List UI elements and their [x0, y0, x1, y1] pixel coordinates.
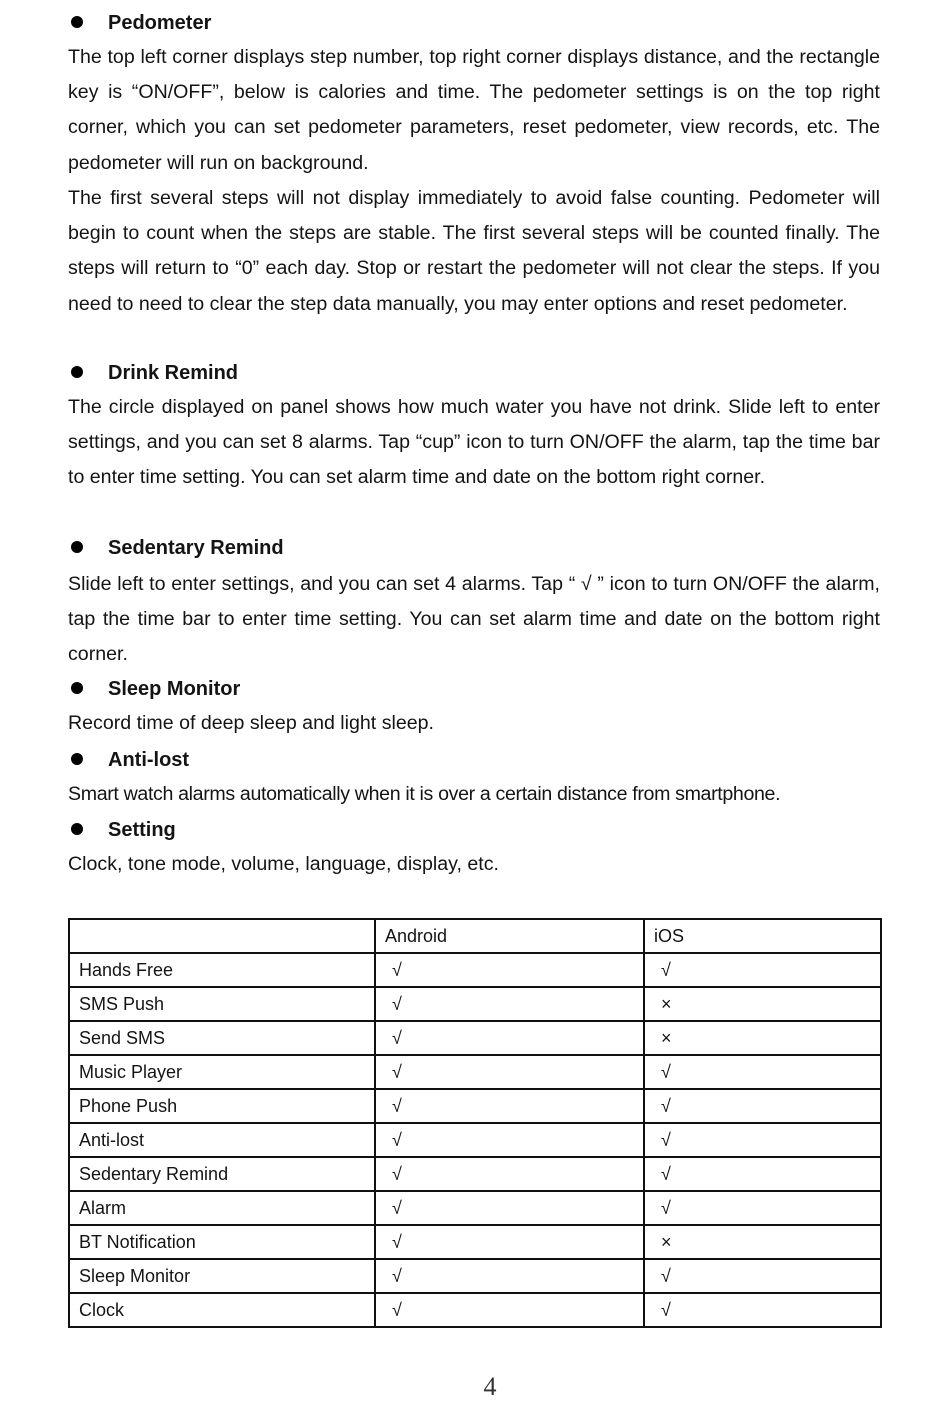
ios-support-cell — [644, 1055, 881, 1089]
support-mark: × — [661, 1027, 672, 1048]
page-number: 4 — [483, 1372, 497, 1401]
ios-support-cell — [644, 1157, 881, 1191]
heading-text: Pedometer — [108, 12, 212, 34]
heading-text: Anti-lost — [108, 749, 190, 771]
header-cell-ios: iOS — [644, 919, 881, 953]
feature-name-cell: Sedentary Remind — [69, 1157, 375, 1191]
table-row — [69, 987, 881, 1021]
table-row — [69, 1157, 881, 1191]
support-mark: √ — [392, 1197, 402, 1218]
feature-name-cell: Anti-lost — [69, 1123, 375, 1157]
support-mark: √ — [392, 993, 402, 1014]
support-mark: √ — [392, 1231, 402, 1252]
paragraph: The circle displayed on panel shows how much water you have not drink. Slide left to enter settings, and you can set 8 alarms. Tap “cup” icon to turn ON/OFF the alarm, tap the time bar to enter time setting. You can set alarm time and date on the bottom right corner. — [68, 396, 880, 489]
support-mark: √ — [661, 1197, 671, 1218]
bullet-icon — [71, 823, 83, 835]
table-row — [69, 1259, 881, 1293]
section-heading-pedometer — [68, 8, 211, 38]
support-mark: × — [661, 1231, 672, 1252]
section-heading-sleep-monitor — [68, 674, 240, 704]
table-row — [69, 1293, 881, 1327]
paragraph: Smart watch alarms automatically when it is over a certain distance from smartphone. — [68, 783, 781, 805]
heading-text: Setting — [108, 819, 176, 841]
support-mark: √ — [661, 1061, 671, 1082]
table-row — [69, 1225, 881, 1259]
heading-text: Sedentary Remind — [108, 537, 284, 559]
feature-name-cell: Hands Free — [69, 953, 375, 987]
android-support-cell — [375, 1157, 644, 1191]
support-mark: √ — [392, 1095, 402, 1116]
table-row — [69, 1191, 881, 1225]
table-row — [69, 1123, 881, 1157]
table-header-row — [69, 919, 881, 953]
section-heading-setting — [68, 815, 176, 845]
feature-name-cell: SMS Push — [69, 987, 375, 1021]
android-support-cell — [375, 1191, 644, 1225]
support-mark: √ — [661, 1095, 671, 1116]
ios-support-cell — [644, 1225, 881, 1259]
feature-name-cell: Send SMS — [69, 1021, 375, 1055]
table-row — [69, 1021, 881, 1055]
ios-support-cell — [644, 1293, 881, 1327]
android-support-cell — [375, 1259, 644, 1293]
android-support-cell — [375, 953, 644, 987]
table-row — [69, 1089, 881, 1123]
android-support-cell — [375, 1123, 644, 1157]
bullet-icon — [71, 16, 83, 28]
android-support-cell — [375, 1225, 644, 1259]
support-mark: √ — [661, 1163, 671, 1184]
paragraph: The top left corner displays step number, top right corner displays distance, and the rectangle key is “ON/OFF”, below is calories and time. The pedometer settings is on the top right corner, which you can set pedometer parameters, reset pedometer, view records, etc. The pedometer will run on background. — [68, 46, 880, 174]
feature-name-cell: BT Notification — [69, 1225, 375, 1259]
section-heading-sedentary-remind — [68, 533, 284, 563]
feature-name-cell: Alarm — [69, 1191, 375, 1225]
bullet-icon — [71, 753, 83, 765]
support-mark: √ — [392, 1265, 402, 1286]
paragraph: Record time of deep sleep and light sleep. — [68, 712, 434, 734]
feature-name-cell: Music Player — [69, 1055, 375, 1089]
paragraph: Slide left to enter settings, and you can set 4 alarms. Tap “ √ ” icon to turn ON/OFF the alarm, tap the time bar to enter time setting. You can set alarm time and date on the bottom right corner. — [68, 573, 880, 666]
heading-text: Drink Remind — [108, 362, 239, 384]
ios-support-cell — [644, 1021, 881, 1055]
section-heading-anti-lost — [68, 745, 189, 775]
support-mark: √ — [392, 959, 402, 980]
header-cell — [69, 919, 375, 953]
support-mark: √ — [661, 1299, 671, 1320]
section-heading-drink-remind — [68, 358, 238, 388]
ios-support-cell — [644, 987, 881, 1021]
android-support-cell — [375, 1293, 644, 1327]
paragraph: Clock, tone mode, volume, language, display, etc. — [68, 853, 499, 875]
android-support-cell — [375, 1089, 644, 1123]
support-mark: √ — [392, 1129, 402, 1150]
support-mark: √ — [392, 1061, 402, 1082]
bullet-icon — [71, 541, 83, 553]
android-support-cell — [375, 1055, 644, 1089]
table-row — [69, 1055, 881, 1089]
android-support-cell — [375, 1021, 644, 1055]
support-mark: √ — [392, 1163, 402, 1184]
support-mark: √ — [392, 1299, 402, 1320]
feature-name-cell: Clock — [69, 1293, 375, 1327]
support-mark: √ — [661, 959, 671, 980]
ios-support-cell — [644, 1089, 881, 1123]
bullet-icon — [71, 366, 83, 378]
heading-text: Sleep Monitor — [108, 678, 241, 700]
support-mark: √ — [392, 1027, 402, 1048]
ios-support-cell — [644, 953, 881, 987]
ios-support-cell — [644, 1259, 881, 1293]
support-mark: × — [661, 993, 672, 1014]
feature-name-cell: Phone Push — [69, 1089, 375, 1123]
header-cell-android: Android — [375, 919, 644, 953]
paragraph: The first several steps will not display immediately to avoid false counting. Pedometer will begin to count when the steps are stable. The first several steps will be counted finally. The steps will return to “0” each day. Stop or restart the pedometer will not clear the steps. If you need to need to clear the step data manually, you may enter options and reset pedometer. — [68, 187, 880, 315]
bullet-icon — [71, 682, 83, 694]
table-row — [69, 953, 881, 987]
feature-compatibility-table — [68, 918, 882, 1328]
android-support-cell — [375, 987, 644, 1021]
ios-support-cell — [644, 1123, 881, 1157]
support-mark: √ — [661, 1265, 671, 1286]
ios-support-cell — [644, 1191, 881, 1225]
feature-name-cell: Sleep Monitor — [69, 1259, 375, 1293]
support-mark: √ — [661, 1129, 671, 1150]
